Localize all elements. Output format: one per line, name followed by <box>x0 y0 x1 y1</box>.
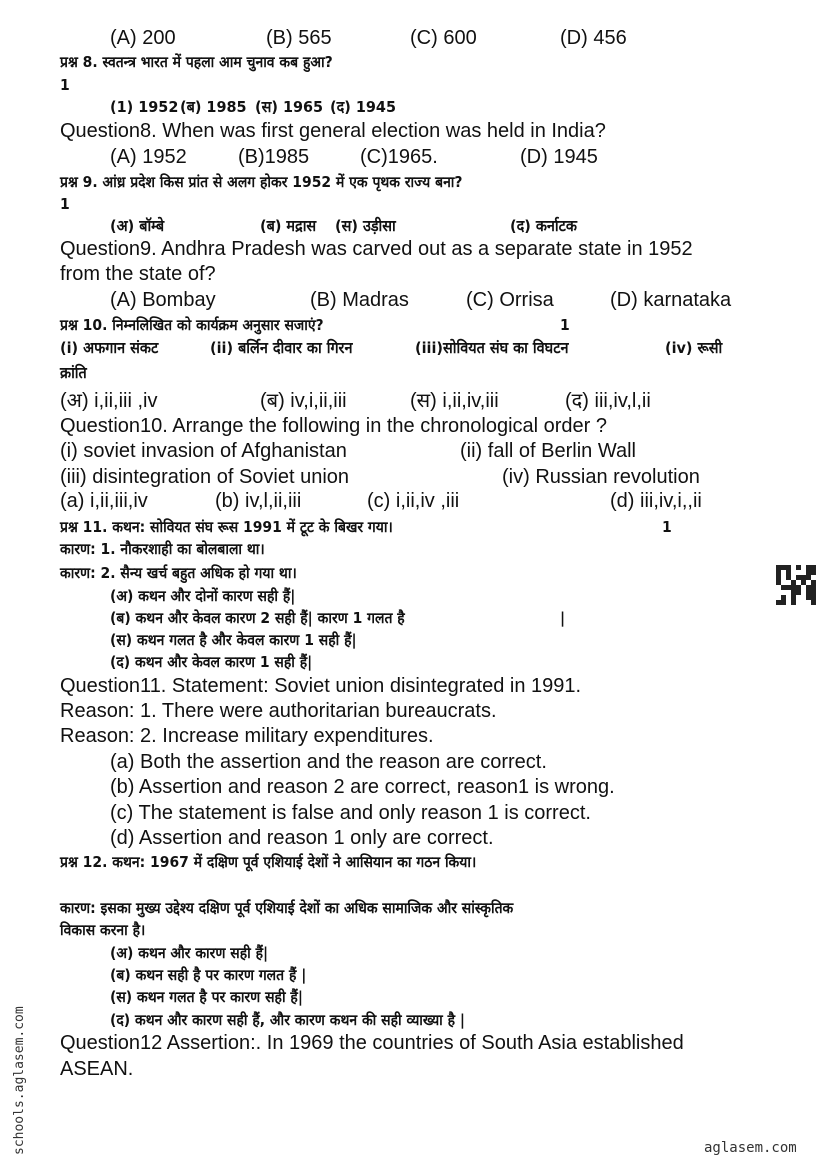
reason-cont: विकास करना है। <box>60 921 146 939</box>
option: (अ) कथन और कारण सही हैं| <box>110 944 269 962</box>
question-hindi: प्रश्न 12. कथन: 1967 में दक्षिण पूर्व एशियाई देशों ने आसियान का गठन किया। <box>60 853 477 871</box>
question-english: Question9. Andhra Pradesh was carved out as a separate state in 1952 <box>60 238 693 260</box>
option: (D) 456 <box>560 27 627 49</box>
question-hindi: प्रश्न 8. स्वतन्त्र भारत में पहला आम चुनाव कब हुआ? <box>60 53 333 71</box>
reason: कारण: इसका मुख्य उद्देश्य दक्षिण पूर्व एशियाई देशों का अधिक सामाजिक और सांस्कृतिक <box>60 899 514 917</box>
option: (स) उड़ीसा <box>335 217 396 235</box>
reason: Reason: 1. There were authoritarian bureaucrats. <box>60 700 497 722</box>
item: (iv) रूसी <box>665 339 723 357</box>
option: (a) Both the assertion and the reason are correct. <box>110 751 547 773</box>
option: (द) iii,iv,l,ii <box>565 390 651 412</box>
question-english-cont: ASEAN. <box>60 1058 134 1080</box>
item: (i) soviet invasion of Afghanistan <box>60 440 347 462</box>
option: (अ) कथन और दोनों कारण सही हैं| <box>110 587 296 605</box>
option: (C) Orrisa <box>466 289 554 311</box>
marks: 1 <box>60 76 70 94</box>
question-english: Question12 Assertion:. In 1969 the countries of South Asia established <box>60 1032 684 1054</box>
option: (ब) मद्रास <box>260 217 317 235</box>
option: (स) 1965 <box>255 98 324 116</box>
reason: Reason: 2. Increase military expenditures. <box>60 725 434 747</box>
question-hindi: प्रश्न 11. कथन: सोवियत संघ रूस 1991 में टूट के बिखर गया। <box>60 518 393 536</box>
option: (A) 1952 <box>110 146 187 168</box>
option: (C)1965. <box>360 146 438 168</box>
option: (स) कथन गलत है पर कारण सही हैं| <box>110 988 303 1006</box>
question-english-cont: from the state of? <box>60 263 216 285</box>
qr-code-icon <box>776 565 816 605</box>
item: (ii) बर्लिन दीवार का गिरन <box>210 339 353 357</box>
item: (i) अफगान संकट <box>60 339 159 357</box>
option: (A) 200 <box>110 27 176 49</box>
option: (B) Madras <box>310 289 409 311</box>
option: (a) i,ii,iii,iv <box>60 490 148 512</box>
question-hindi: प्रश्न 9. आंध्र प्रदेश किस प्रांत से अलग होकर 1952 में एक पृथक राज्य बना? <box>60 173 463 191</box>
marks: 1 <box>662 518 672 536</box>
option: (द) कर्नाटक <box>510 217 578 235</box>
question-hindi: प्रश्न 10. निम्नलिखित को कार्यक्रम अनुसार सजाएं? <box>60 316 324 334</box>
option: (द) कथन और कारण सही हैं, और कारण कथन की सही व्याख्या है | <box>110 1011 466 1029</box>
item: (iii) disintegration of Soviet union <box>60 466 350 488</box>
item: (iv) Russian revolution <box>502 466 700 488</box>
marks: 1 <box>560 316 570 334</box>
option: (ब) कथन और केवल कारण 2 सही हैं| कारण 1 गलत है <box>110 609 405 627</box>
marks: 1 <box>60 195 70 213</box>
option: (c) The statement is false and only reason 1 is correct. <box>110 802 591 824</box>
footer-watermark: aglasem.com <box>704 1140 797 1156</box>
option: (स) कथन गलत है और केवल कारण 1 सही हैं| <box>110 631 357 649</box>
option: (1) 1952 <box>110 98 179 116</box>
side-watermark: schools.aglasem.com <box>12 1006 27 1155</box>
reason: कारण: 1. नौकरशाही का बोलबाला था। <box>60 540 265 558</box>
option: (D) karnataka <box>610 289 732 311</box>
separator: | <box>560 609 566 627</box>
option: (अ) बॉम्बे <box>110 217 165 235</box>
item: (ii) fall of Berlin Wall <box>460 440 636 462</box>
option: (A) Bombay <box>110 289 216 311</box>
question-english: Question8. When was first general election was held in India? <box>60 120 606 142</box>
option: (अ) i,ii,iii ,iv <box>60 390 158 412</box>
option: (ब) iv,i,ii,iii <box>260 390 347 412</box>
option: (द) कथन और केवल कारण 1 सही हैं| <box>110 653 313 671</box>
question-english: Question10. Arrange the following in the chronological order ? <box>60 415 608 437</box>
option: (d) iii,iv,i,,ii <box>610 490 702 512</box>
option: (D) 1945 <box>520 146 598 168</box>
option: (c) i,ii,iv ,iii <box>367 490 460 512</box>
option: (स) i,ii,iv,iii <box>410 390 499 412</box>
option: (B)1985 <box>238 146 310 168</box>
option: (b) Assertion and reason 2 are correct, reason1 is wrong. <box>110 776 615 798</box>
option: (C) 600 <box>410 27 477 49</box>
item-cont: क्रांति <box>60 364 87 382</box>
option: (ब) कथन सही है पर कारण गलत हैं | <box>110 966 307 984</box>
option: (b) iv,l,ii,iii <box>215 490 302 512</box>
question-english: Question11. Statement: Soviet union disintegrated in 1991. <box>60 675 582 697</box>
option: (द) 1945 <box>330 98 396 116</box>
option: (ब) 1985 <box>180 98 247 116</box>
reason: कारण: 2. सैन्य खर्च बहुत अधिक हो गया था। <box>60 564 297 582</box>
item: (iii)सोवियत संघ का विघटन <box>415 339 569 357</box>
option: (d) Assertion and reason 1 only are correct. <box>110 827 494 849</box>
option: (B) 565 <box>266 27 332 49</box>
